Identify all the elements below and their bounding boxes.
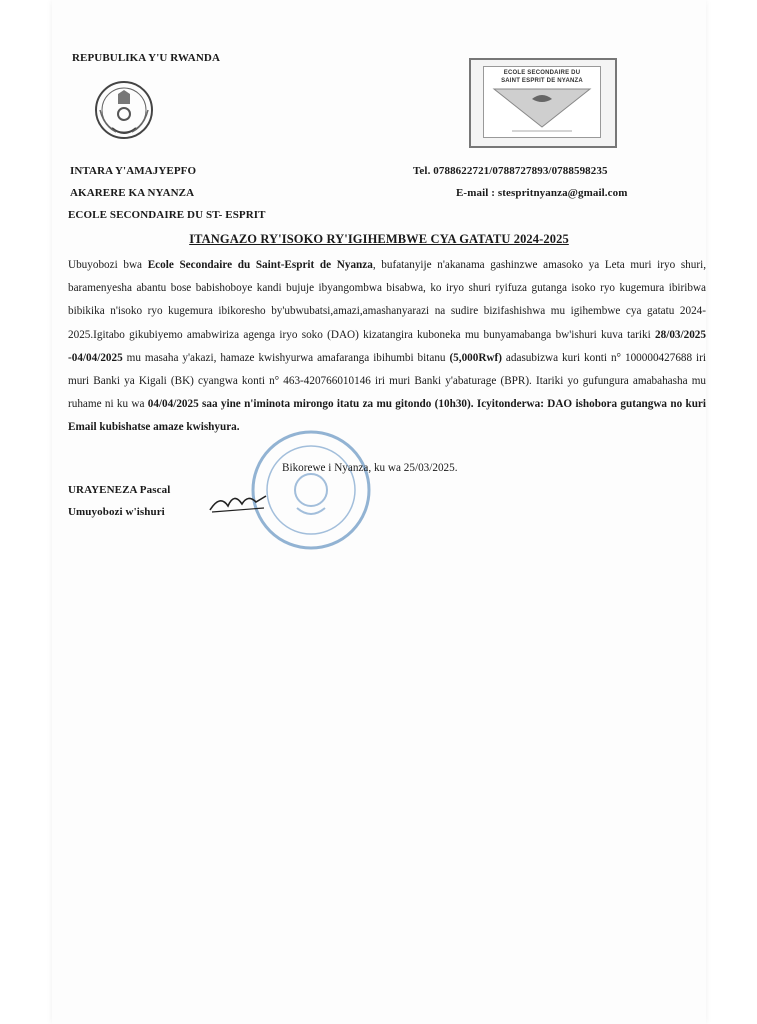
contact-tel: Tel. 0788622721/0788727893/0788598235 xyxy=(413,165,608,177)
body-part2: , bufatanyije n'akanama gashinzwe amasoko ya Leta muri iryo shuri, baramenyesha abantu bose babishoboye kandi bujuje ibyangombwa bisabwa, ko iryo shuri ryifuza gutanga isoko ryo kugemura ibiribwa bibikika n'isoko ryo kugemura ibikoresho by'ubwubatsi,amazi,amashanyarazi na sudire bizifashishwa mu igihembwe cya gatatu 2024-2025.Igitabo gikubiyemo amabwiriza agenga iryo soko (DAO) kizatangira kuboneka mu bunyamabanga bw'ishuri kuva tariki xyxy=(68,259,706,341)
body-part4: adasubizwa kuri konti n° 100000427688 iri muri Banki ya Kigali (BK) cyangwa konti n° 463-420766010146 iri muri Banki y'abaturage (BPR). Itariki yo gufungura amabahasha mu ruhame ni ku wa xyxy=(68,351,706,411)
notice-title: ITANGAZO RY'ISOKO RY'IGIHEMBWE CYA GATATU 2024-2025 xyxy=(189,232,569,246)
school-logo xyxy=(469,58,617,148)
contact-email: E-mail : stespritnyanza@gmail.com xyxy=(456,187,628,199)
signatory-role: Umuyobozi w'ishuri xyxy=(68,506,165,518)
body-part3: mu masaha y'akazi, hamaze kwishyurwa amafaranga ibihumbi bitanu xyxy=(122,351,450,364)
body-fee: (5,000Rwf) xyxy=(449,351,502,364)
body-part1: Ubuyobozi bwa xyxy=(68,259,148,271)
school-label: ECOLE SECONDAIRE DU ST- ESPRIT xyxy=(68,209,266,221)
logo-shield-icon xyxy=(492,87,592,133)
body-opening: 04/04/2025 saa yine n'iminota mirongo itatu za mu gitondo (10h30). Icyitonderwa: DAO ishobora gutangwa no kuri Email kubishatse amaze kwishyura. xyxy=(68,398,706,434)
rwanda-emblem xyxy=(78,80,170,140)
district-label: AKARERE KA NYANZA xyxy=(70,187,195,199)
body-dates: 28/03/2025 -04/04/2025 xyxy=(68,328,706,364)
body-school-name: Ecole Secondaire du Saint-Esprit de Nyanza xyxy=(147,259,373,271)
republic-label: REPUBULIKA Y'U RWANDA xyxy=(72,52,220,64)
province-label: INTARA Y'AMAJYEPFO xyxy=(70,165,197,177)
logo-line2: SAINT ESPRIT DE NYANZA xyxy=(501,78,583,84)
notice-body xyxy=(68,254,706,440)
signatory-name: URAYENEZA Pascal xyxy=(68,484,171,496)
logo-line1: ECOLE SECONDAIRE DU xyxy=(503,70,581,76)
place-date: Bikorewe i Nyanza, ku wa 25/03/2025. xyxy=(282,462,458,474)
signature-mark xyxy=(208,486,268,516)
